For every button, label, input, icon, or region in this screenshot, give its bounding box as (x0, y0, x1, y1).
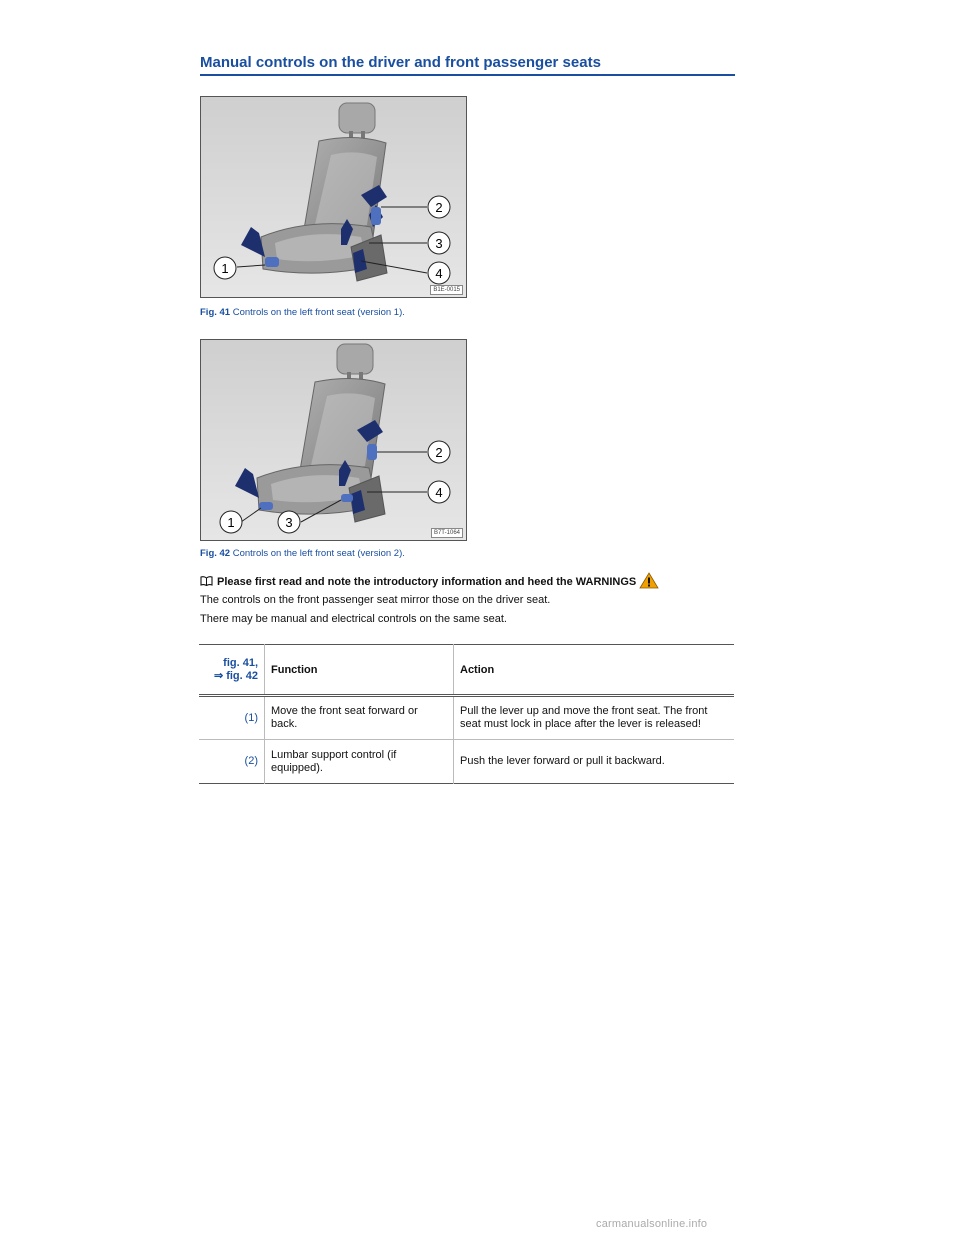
table-header-row (199, 645, 734, 696)
seat-illustration-v1 (201, 97, 466, 297)
row-function: Move the front seat forward or back. (265, 696, 454, 740)
callout-2-label: 2 (435, 200, 443, 215)
caption-text: Controls on the left front seat (version 2). (232, 548, 405, 559)
row-ref[interactable]: (1) (199, 696, 265, 740)
table-row (199, 740, 734, 784)
figure-code: B7T-1064 (431, 528, 463, 538)
figure-41-caption (200, 307, 405, 318)
controls-table (199, 644, 734, 784)
row-ref[interactable]: (2) (199, 740, 265, 784)
row-action: Pull the lever up and move the front seat. The front seat must lock in place after the lever is released! (460, 705, 708, 730)
header-figure-ref[interactable] (199, 645, 265, 696)
table-row (199, 696, 734, 740)
callout-3-label: 3 (435, 236, 443, 251)
callout-4-label: 4 (435, 266, 443, 281)
header-function: Function (265, 645, 454, 696)
figure-41-image (200, 96, 467, 298)
caption-text: Controls on the left front seat (version 1). (232, 307, 405, 318)
callout-1-label: 1 (227, 515, 235, 530)
figure-code: B1E-0015 (430, 285, 463, 295)
callout-1-label: 1 (221, 261, 229, 276)
seat-illustration-v2 (201, 340, 466, 540)
row-action: Push the lever forward or pull it backward. (460, 755, 665, 767)
page-title: Manual controls on the driver and front passenger seats (200, 54, 735, 76)
header-ref-line1[interactable]: fig. 41, (223, 657, 258, 669)
paragraph-mirror: The controls on the front passenger seat mirror those on the driver seat. (200, 594, 551, 606)
warning-triangle-icon[interactable] (639, 572, 659, 592)
book-icon (200, 576, 213, 589)
callout-3-label: 3 (285, 515, 293, 530)
callout-2-label: 2 (435, 445, 443, 460)
figure-42-caption (200, 548, 405, 559)
intro-warning-line (200, 572, 659, 592)
footer-watermark: carmanualsonline.info (596, 1218, 708, 1230)
callout-4-label: 4 (435, 485, 443, 500)
intro-text: Please first read and note the introductory information and heed the WARNINGS (217, 576, 637, 588)
figure-ref: Fig. 41 (200, 307, 231, 318)
figure-ref: Fig. 42 (200, 548, 231, 559)
paragraph-manual-electrical: There may be manual and electrical controls on the same seat. (200, 613, 507, 625)
row-function: Lumbar support control (if equipped). (265, 740, 454, 784)
figure-42-image (200, 339, 467, 541)
header-action: Action (460, 663, 495, 676)
header-ref-line2[interactable]: ⇒ fig. 42 (213, 670, 258, 682)
